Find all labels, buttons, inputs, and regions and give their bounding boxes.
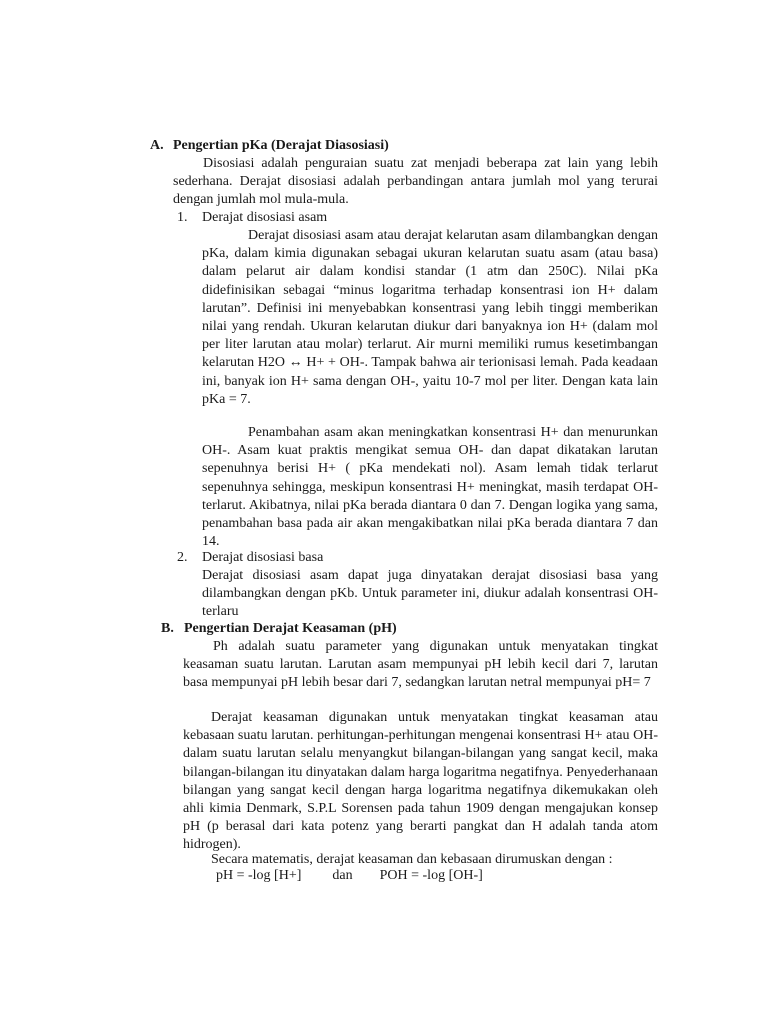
section-a-intro: Disosiasi adalah penguraian suatu zat menjadi beberapa zat lain yang lebih sederhana. Derajat disosiasi adalah perbandingan antara jumlah mol yang terurai dengan jumlah mol mula-mula. [173,156,658,208]
section-a-marker: A. [150,138,164,153]
item-1-para-2-block [202,424,658,551]
section-a-heading [150,137,389,155]
section-a-intro-block [173,155,658,210]
section-b-heading [161,620,397,638]
section-b-para-2: Derajat keasaman digunakan untuk menyatakan tingkat keasaman atau kebasaan suatu larutan. perhitungan-perhitungan mengenai konsentrasi H+ atau OH- dalam suatu larutan selalu menyangkut bilangan-bilangan yang sangat kecil, maka bilangan-bilangan itu dinyatakan dalam harga logaritma negatifnya. Penyederhanaan bilangan yang sangat kecil dengan harga logaritma negatifnya dikemukakan oleh ahli kimia Denmark, S.P.L Sorensen pada tahun 1909 dengan mengajukan konsep pH (p berasal dari kata potenz yang berarti pangkat dan H adalah tanda atom hidrogen). [183,710,658,853]
section-b-marker: B. [161,621,174,636]
item-2-marker: 2. [177,550,188,565]
section-b-para-1-block [183,638,658,693]
section-b-para-2-block [183,709,658,855]
item-2-title: Derajat disosiasi basa [202,550,324,565]
item-1-para-1-block [202,227,658,409]
ph-formula: pH = -log [H+] [216,868,302,883]
item-2-para-block [202,567,658,622]
section-b-title: Pengertian Derajat Keasaman (pH) [184,621,397,636]
item-1-heading [177,209,327,227]
formula-joiner: dan [332,868,353,883]
item-1-title: Derajat disosiasi asam [202,210,328,225]
poh-formula: POH = -log [OH-] [379,868,483,883]
item-2-para: Derajat disosiasi asam dapat juga dinyatakan derajat disosiasi basa yang dilambangkan dengan pKb. Untuk parameter ini, diukur adalah konsentrasi OH- terlaru [202,568,658,620]
section-a-title: Pengertian pKa (Derajat Diasosiasi) [173,138,389,153]
section-b-para-3: Secara matematis, derajat keasaman dan kebasaan dirumuskan dengan : [211,852,613,867]
formula-line [216,867,483,885]
item-1-para-2: Penambahan asam akan meningkatkan konsentrasi H+ dan menurunkan OH-. Asam kuat praktis mengikat semua OH- dan dapat dikatakan larutan sepenuhnya berisi H+ ( pKa mendekati nol). Asam lemah tidak terlarut sepenuhnya sehingga, meskipun konsentrasi H+ meningkat, masih terdapat OH- terlarut. Akibatnya, nilai pKa berada diantara 0 dan 7. Dengan logika yang sama, penambahan basa pada air akan mengakibatkan nilai pKa berada diantara 7 dan 14. [202,425,658,550]
item-1-marker: 1. [177,210,188,225]
item-2-heading [177,549,323,567]
section-b-para-1: Ph adalah suatu parameter yang digunakan untuk menyatakan tingkat keasaman suatu larutan. Larutan asam mempunyai pH lebih kecil dari 7, larutan basa mempunyai pH lebih besar dari 7, sedangkan larutan netral mempunyai pH= 7 [183,639,658,691]
item-1-para-1: Derajat disosiasi asam atau derajat kelarutan asam dilambangkan dengan pKa, dalam kimia digunakan sebagai ukuran kelarutan suatu asam (atau basa) dalam pelarut air dalam kondisi standar (1 atm dan 250C). Nilai pKa didefinisikan sebagai “minus logaritma terhadap konsentrasi ion H+ dalam larutan”. Definisi ini menyebabkan konsentrasi yang lebih tinggi memberikan nilai yang rendah. Ukuran kelarutan diukur dari banyaknya ion H+ (dalam mol per liter larutan atau molar) terlarut. Air murni memiliki rumus kesetimbangan kelarutan H2O ↔ H+ + OH-. Tampak bahwa air terionisasi lemah. Pada keadaan ini, banyak ion H+ sama dengan OH-, yaitu 10-7 mol per liter. Dengan kata lain pKa = 7. [202,228,658,407]
